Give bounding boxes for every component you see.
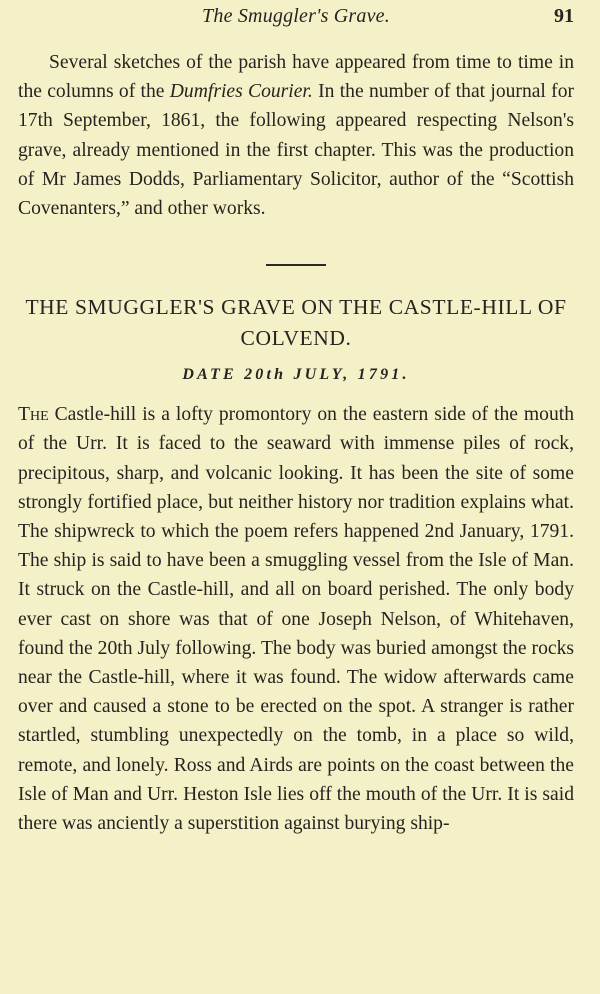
running-header [18, 0, 574, 46]
poem-title: THE SMUGGLER'S GRAVE ON THE CASTLE-HILL OF COLVEND. [25, 295, 567, 351]
running-title: The Smuggler's Grave. [202, 5, 390, 27]
opening-word: The [18, 404, 49, 426]
page-number: 91 [554, 5, 574, 27]
publication-title: Dumfries Courier. [169, 81, 313, 103]
poem-date: DATE 20th JULY, 1791. [182, 366, 410, 384]
intro-text-end: In the number of that journal for 17th September, 1861, the following appeared respecting Nelson's grave, already mentioned in the first chapter. This was the production of Mr James Dodds, Parliamentary Solicitor, author of the “Scottish Covenanters,” and other works. [18, 81, 575, 220]
body-paragraph [18, 400, 574, 838]
intro-paragraph [18, 48, 574, 223]
section-divider [266, 264, 326, 266]
intro-text-start: Several sketches of the parish have appeared from time to time in the columns of the [18, 52, 574, 103]
body-text: Castle-hill is a lofty promontory on the eastern side of the mouth of the Urr. It is faced to the seaward with immense piles of rock, precipitous, sharp, and volcanic looking. It has been the site of some strongly fortified place, but neither history nor tradition explains what. The shipwreck to which the poem refers happened 2nd January, 1791. The ship is said to have been a smuggling vessel from the Isle of Man. It struck on the Castle-hill, and all on board perished. The only body ever cast on shore was that of one Joseph Nelson, of Whitehaven, found the 20th July following. The body was buried amongst the rocks near the Castle-hill, where it was found. The widow afterwards came over and caused a stone to be erected on the spot. A stranger is rather startled, stumbling unexpectedly on the tomb, in a place so wild, remote, and lonely. Ross and Airds are points on the coast between the Isle of Man and Urr. Heston Isle lies off the mouth of the Urr. It is said there was anciently a superstition against burying ship- [18, 404, 574, 835]
